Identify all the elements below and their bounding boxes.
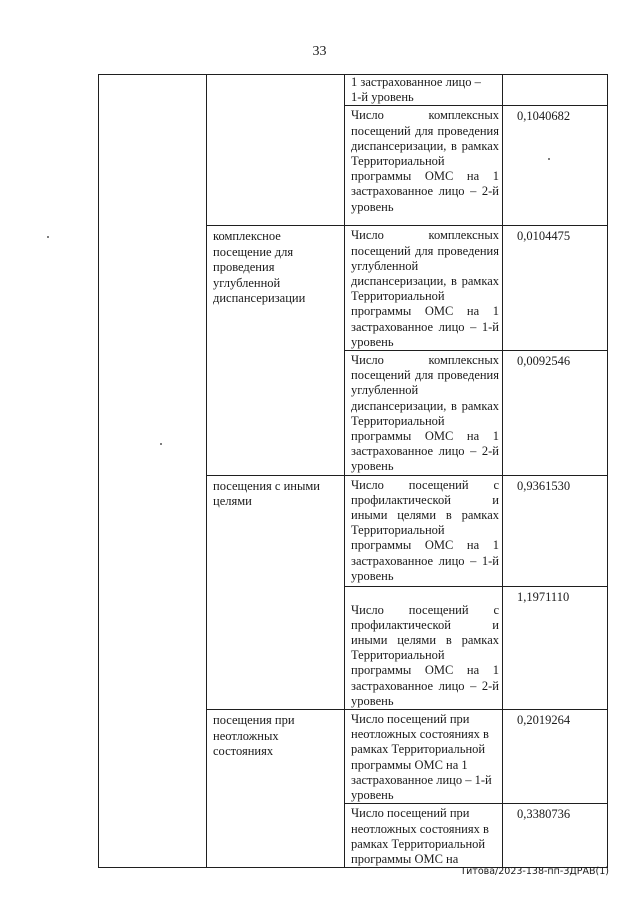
indicator-value: 0,2019264 xyxy=(517,713,571,728)
indicator-description-cell xyxy=(345,804,503,868)
indicator-description: Число посещений при неотложных состояниях в рамках Территориальной программы ОМС на xyxy=(351,806,489,866)
indicator-value-cell xyxy=(503,106,608,226)
indicator-description-cell xyxy=(345,351,503,476)
indicator-description-cell xyxy=(345,106,503,226)
empty-group-cell xyxy=(207,75,345,226)
table-row xyxy=(99,75,608,106)
group-label-cell xyxy=(207,226,345,475)
empty-category-cell xyxy=(99,75,207,868)
indicator-value: 1,1971110 xyxy=(517,589,570,604)
indicator-value-cell xyxy=(503,586,608,709)
group-label: посещения с иными целями xyxy=(213,478,320,509)
group-label-cell xyxy=(207,710,345,868)
indicator-value-cell xyxy=(503,804,608,868)
indicator-description-cell xyxy=(345,475,503,586)
indicator-value xyxy=(503,75,607,78)
scan-speck xyxy=(47,236,49,238)
indicator-description-cell xyxy=(345,75,503,106)
indicator-description-cell xyxy=(345,226,503,351)
indicator-description: Число комплексных посещений для проведения углубленной диспансеризации, в рамках Территориальной программы ОМС на 1 застрахованное лицо – 2-й уровень xyxy=(351,353,499,474)
indicator-description: Число посещений при неотложных состояниях в рамках Территориальной программы ОМС на 1 застрахованное лицо – 1-й уровень xyxy=(351,712,492,803)
indicator-description: Число посещений с профилактической и иными целями в рамках Территориальной программы ОМС на 1 застрахованное лицо – 1-й уровень xyxy=(351,477,499,583)
indicator-value-cell xyxy=(503,75,608,106)
page-number: 33 xyxy=(312,44,327,59)
group-label: комплексное посещение для проведения углубленной диспансеризации xyxy=(213,229,306,306)
indicator-value-cell xyxy=(503,710,608,804)
indicator-description-cell xyxy=(345,710,503,804)
group-label: посещения при неотложных состояниях xyxy=(213,713,295,759)
indicators-table xyxy=(98,74,608,868)
indicator-description: 1 застрахованное лицо – 1-й уровень xyxy=(351,75,481,105)
indicator-value-cell xyxy=(503,351,608,476)
indicator-value: 0,3380736 xyxy=(517,807,571,822)
indicator-value-cell xyxy=(503,226,608,351)
indicator-description-cell xyxy=(345,586,503,709)
scan-speck xyxy=(548,158,550,160)
indicator-value: 0,0104475 xyxy=(517,229,571,244)
indicator-value: 0,9361530 xyxy=(517,478,571,493)
document-footer-code: Титова/2023-138-пп-ЗДРАВ(1) xyxy=(460,866,609,877)
indicator-value: 0,0092546 xyxy=(517,354,571,369)
indicator-description: Число посещений с профилактической и иными целями в рамках Территориальной программы ОМС на 1 застрахованное лицо – 2-й уровень xyxy=(351,602,499,708)
scan-speck xyxy=(160,443,162,445)
indicator-description: Число комплексных посещений для проведения углубленной диспансеризации, в рамках Территориальной программы ОМС на 1 застрахованное лицо – 1-й уровень xyxy=(351,228,499,349)
indicator-value-cell xyxy=(503,475,608,586)
indicator-description: Число комплексных посещений для проведения диспансеризации, в рамках Территориальной программы ОМС на 1 застрахованное лицо – 2-й уровень xyxy=(351,108,499,214)
indicator-value: 0,1040682 xyxy=(517,109,571,124)
group-label-cell xyxy=(207,475,345,709)
